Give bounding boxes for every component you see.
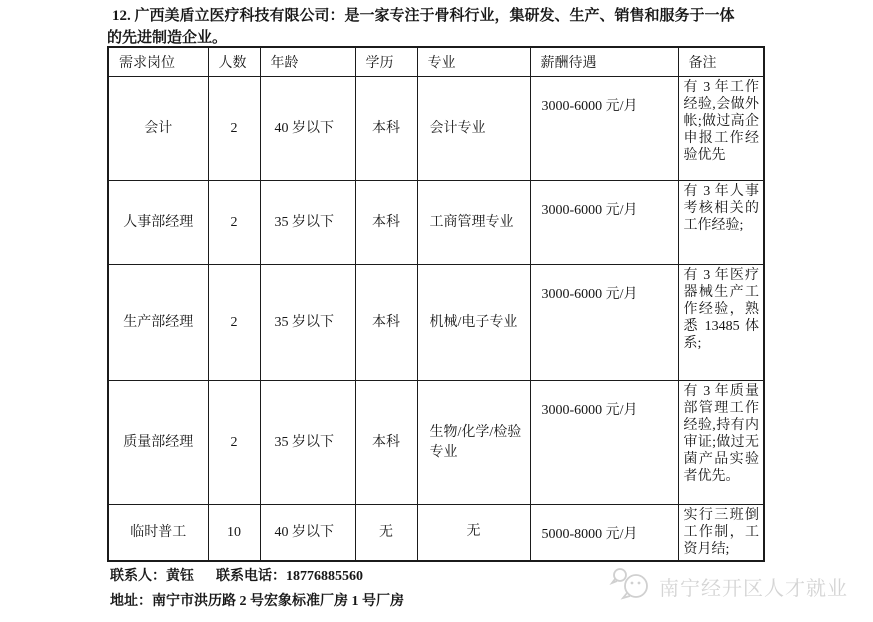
- cell-education: 本科: [355, 265, 417, 381]
- watermark: [609, 567, 848, 606]
- cell-salary: 3000-6000 元/月: [530, 77, 678, 181]
- cell-major: 无: [417, 505, 530, 561]
- cell-major: 机械/电子专业: [417, 265, 530, 381]
- cell-salary: 5000-8000 元/月: [530, 505, 678, 561]
- cell-position: 质量部经理: [108, 381, 208, 505]
- table-row: [108, 505, 764, 561]
- column-header-salary: 薪酬待遇: [530, 47, 678, 77]
- contact-label: 联系人：: [110, 569, 166, 584]
- cell-age: 35 岁以下: [260, 381, 355, 505]
- column-header-notes: 备注: [678, 47, 764, 77]
- cell-education: 无: [355, 505, 417, 561]
- cell-major: 工商管理专业: [417, 181, 530, 265]
- column-header-education: 学历: [355, 47, 417, 77]
- contact-line: [110, 565, 363, 585]
- cell-salary: 3000-6000 元/月: [530, 265, 678, 381]
- cell-notes: 有 3 年质量部管理工作经验,持有内审证;做过无菌产品实验者优先。: [678, 381, 764, 505]
- column-header-major: 专业: [417, 47, 530, 77]
- cell-count: 2: [208, 77, 260, 181]
- title-line-1: [107, 5, 807, 27]
- cell-position: 会计: [108, 77, 208, 181]
- cell-age: 40 岁以下: [260, 77, 355, 181]
- cell-notes: 实行三班倒工作制，工资月结;: [678, 505, 764, 561]
- cell-major: 生物/化学/检验专业: [417, 381, 530, 505]
- cell-salary: 3000-6000 元/月: [530, 381, 678, 505]
- contact-name: 黄钰: [166, 569, 194, 584]
- cell-position: 生产部经理: [108, 265, 208, 381]
- column-header-position: 需求岗位: [108, 47, 208, 77]
- company-description: 是一家专注于骨科行业，集研发、生产、销售和服务于一体: [344, 8, 735, 24]
- cell-position: 临时普工: [108, 505, 208, 561]
- cell-education: 本科: [355, 77, 417, 181]
- phone-number: 18776885560: [286, 569, 363, 584]
- company-name: 12. 广西美盾立医疗科技有限公司：: [112, 8, 345, 24]
- cell-major: 会计专业: [417, 77, 530, 181]
- cell-education: 本科: [355, 181, 417, 265]
- cell-position: 人事部经理: [108, 181, 208, 265]
- cell-notes: 有 3 年人事考核相关的工作经验;: [678, 181, 764, 265]
- column-header-count: 人数: [208, 47, 260, 77]
- address-value: 南宁市洪历路 2 号宏象标准厂房 1 号厂房: [152, 594, 404, 609]
- page-title: [107, 5, 807, 49]
- cell-count: 2: [208, 181, 260, 265]
- cell-count: 10: [208, 505, 260, 561]
- cell-count: 2: [208, 265, 260, 381]
- cell-salary: 3000-6000 元/月: [530, 181, 678, 265]
- column-header-age: 年龄: [260, 47, 355, 77]
- cell-count: 2: [208, 381, 260, 505]
- cell-age: 35 岁以下: [260, 181, 355, 265]
- cell-education: 本科: [355, 381, 417, 505]
- table-row: [108, 77, 764, 181]
- header-row: [108, 47, 764, 77]
- watermark-text: 南宁经开区人才就业: [659, 578, 848, 600]
- address-label: 地址：: [110, 594, 152, 609]
- cell-notes: 有 3 年工作经验,会做外帐;做过高企申报工作经验优先: [678, 77, 764, 181]
- chat-mascot-icon: [609, 567, 653, 606]
- cell-age: 35 岁以下: [260, 265, 355, 381]
- cell-notes: 有 3 年医疗器械生产工作经验，熟悉 13485 体系;: [678, 265, 764, 381]
- title-line-2: 的先进制造企业。: [107, 30, 228, 46]
- table-row: [108, 265, 764, 381]
- address-line: [110, 590, 404, 610]
- cell-age: 40 岁以下: [260, 505, 355, 561]
- table-row: [108, 181, 764, 265]
- phone-label: 联系电话：: [216, 569, 286, 584]
- table-row: [108, 381, 764, 505]
- recruitment-table: [107, 46, 765, 562]
